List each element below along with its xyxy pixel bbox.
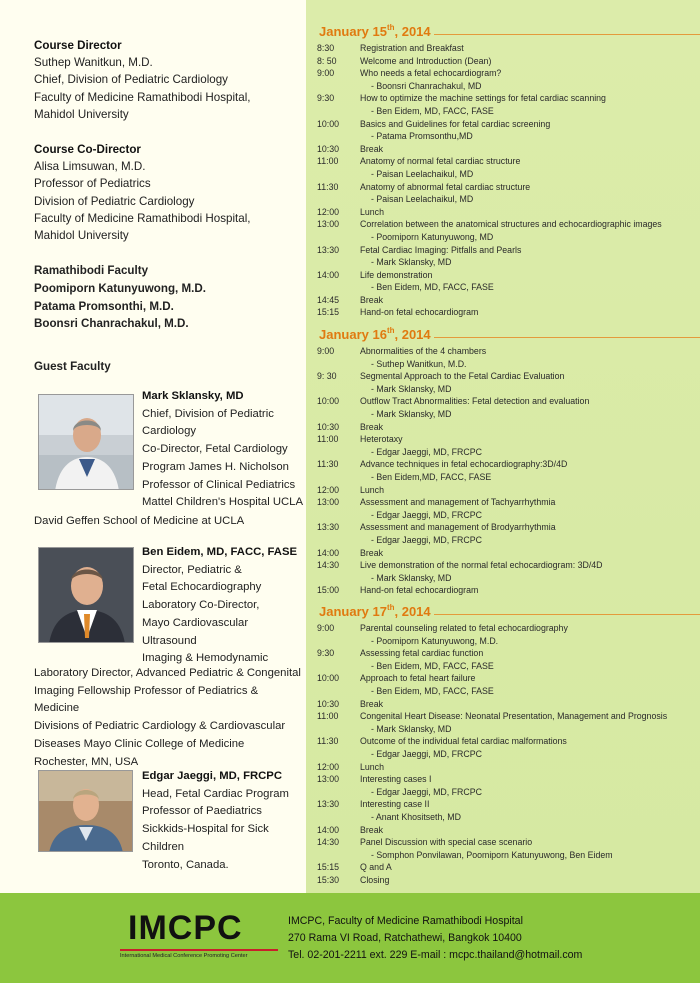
guest-bio-line: Mayo Cardiovascular (142, 616, 249, 629)
schedule-time (316, 446, 360, 459)
schedule-time: 15:00 (317, 585, 340, 596)
day-title (319, 23, 431, 39)
schedule-speaker: - Edgar Jaeggi, MD, FRCPC (371, 748, 482, 759)
day-date-suffix: th (386, 23, 395, 32)
schedule-time: 12:00 (317, 761, 340, 772)
schedule-speaker: - Mark Sklansky, MD (371, 723, 452, 734)
schedule-time: 14:00 (317, 824, 340, 835)
schedule-time: 13:30 (317, 244, 340, 255)
schedule-speaker: - Edgar Jaeggi, MD, FRCPC (371, 446, 482, 457)
schedule-activity: Anatomy of abnormal fetal cardiac structure (360, 181, 531, 192)
schedule-speaker-row (316, 685, 700, 698)
schedule-time (316, 685, 360, 698)
schedule-row (316, 206, 700, 219)
codirector-line: Faculty of Medicine Ramathibodi Hospital, (34, 211, 251, 225)
day-year: , 2014 (394, 327, 431, 342)
schedule-speaker: - Ben Eidem, MD, FACC, FASE (371, 685, 494, 696)
schedule-speaker-row (316, 786, 700, 799)
director-line: Mahidol University (34, 107, 129, 121)
day-date-suffix: th (386, 326, 395, 335)
schedule-row (316, 836, 700, 849)
schedule-time: 9:00 (317, 623, 335, 633)
schedule-speaker: - Suthep Wanitkun, M.D. (371, 358, 467, 369)
schedule-time: 12:00 (317, 206, 340, 217)
schedule-time: 14:00 (317, 269, 340, 280)
footer-bar (0, 893, 700, 983)
schedule-time: 15:15 (317, 862, 340, 873)
guest-name: Mark Sklansky, MD (142, 390, 244, 402)
schedule-time: 13:00 (317, 497, 340, 508)
schedule-row (316, 181, 700, 194)
schedule-time: 8: 50 (317, 55, 337, 66)
guest-bio-line: Laboratory Director, Advanced Pediatric & Congenital (34, 667, 301, 679)
day-date: January 15 (319, 24, 387, 39)
schedule-time: 10:00 (317, 396, 340, 407)
schedule-speaker-row (316, 130, 700, 143)
schedule-time: 9: 30 (317, 371, 337, 382)
day-divider (434, 34, 700, 35)
schedule-time (316, 471, 360, 484)
day-schedule (316, 22, 700, 319)
schedule-row (316, 521, 700, 534)
day-year: , 2014 (394, 24, 431, 39)
course-codirector-block (34, 141, 251, 244)
schedule-time (316, 358, 360, 371)
schedule-column (306, 0, 700, 893)
schedule-time: 8:30 (317, 43, 335, 53)
schedule-speaker-row (316, 168, 700, 181)
schedule-speaker: - Paisan Leelachaikul, MD (371, 194, 474, 205)
schedule-speaker-row (316, 80, 700, 93)
mark-sklansky-photo (38, 394, 134, 490)
schedule-activity: Interesting cases I (360, 774, 432, 785)
edgar-jaeggi-photo (38, 770, 133, 852)
schedule-speaker-row (316, 231, 700, 244)
schedule-time: 11:00 (317, 434, 339, 445)
schedule-time (316, 231, 360, 244)
schedule-row (316, 67, 700, 80)
schedule-time: 9:00 (317, 68, 335, 79)
schedule-row (316, 458, 700, 471)
schedule-activity: Who needs a fetal echocardiogram? (360, 68, 502, 79)
schedule-time: 13:00 (317, 219, 340, 230)
schedule-time (316, 193, 360, 206)
schedule-time: 10:30 (317, 698, 340, 709)
day-date: January 16 (319, 327, 387, 342)
schedule-time (316, 281, 360, 294)
schedule-speaker-row (316, 256, 700, 269)
guest-bio-line: Rochester, MN, USA (34, 755, 139, 768)
day-header (316, 22, 700, 42)
edgar-jaeggi-bio (142, 768, 306, 874)
schedule-speaker: - Paisan Leelachaikul, MD (371, 168, 474, 179)
schedule-speaker-row (316, 193, 700, 206)
schedule-time (316, 635, 360, 648)
director-line: Faculty of Medicine Ramathibodi Hospital, (34, 90, 251, 104)
guest-name: Ben Eidem, MD, FACC, FASE (142, 546, 298, 558)
schedule-row (316, 874, 700, 887)
day-date-suffix: th (386, 603, 395, 612)
schedule-activity: Segmental Approach to the Fetal Cardiac Evaluation (360, 371, 565, 382)
schedule-speaker-row (316, 660, 700, 673)
day-schedule (316, 602, 700, 886)
faculty-heading: Ramathibodi Faculty (34, 264, 149, 277)
guest-bio-line: Program James H. Nicholson (142, 460, 289, 473)
day-title (319, 326, 431, 342)
schedule-speaker-row (316, 748, 700, 761)
schedule-activity: Life demonstration (360, 269, 433, 280)
schedule-activity: Assessment and management of Tachyarrhythmia (360, 497, 556, 508)
guest-bio-line: Laboratory Co-Director, (142, 599, 260, 612)
contact-info (288, 913, 582, 964)
codirector-line: Alisa Limsuwan, M.D. (34, 160, 146, 174)
schedule-row (316, 118, 700, 131)
schedule-time: 15:30 (317, 874, 340, 885)
schedule-speaker: - Ben Eidem, MD, FACC, FASE (371, 105, 494, 116)
schedule-activity: Registration and Breakfast (360, 43, 464, 53)
mark-sklansky-bio (142, 388, 303, 512)
day-schedule (316, 325, 700, 597)
schedule-activity: Advance techniques in fetal echocardiography:3D/4D (360, 459, 568, 470)
schedule-time: 11:00 (317, 711, 339, 722)
schedule-activity: Break (360, 547, 383, 558)
schedule-row (316, 798, 700, 811)
schedule-activity: Live demonstration of the normal fetal echocardiogram: 3D/4D (360, 560, 603, 571)
schedule-time: 11:30 (317, 459, 339, 470)
schedule-row (316, 647, 700, 660)
schedule-activity: Assessment and management of Brodyarrhythmia (360, 522, 556, 533)
guest-faculty-heading: Guest Faculty (34, 360, 111, 373)
guest-bio-line: Co-Director, Fetal Cardiology (142, 443, 288, 456)
schedule-time: 11:00 (317, 156, 339, 167)
schedule-time: 14:30 (317, 837, 340, 848)
course-codirector-heading: Course Co-Director (34, 143, 141, 156)
imcpc-logo (120, 909, 280, 963)
schedule-activity: Break (360, 294, 383, 305)
codirector-line: Mahidol University (34, 229, 129, 243)
day-title (319, 603, 431, 619)
schedule-row (316, 421, 700, 434)
schedule-time (316, 130, 360, 143)
schedule-row (316, 269, 700, 282)
codirector-line: Professor of Pediatrics (34, 177, 151, 191)
schedule-row (316, 92, 700, 105)
schedule-time: 9:30 (317, 648, 335, 659)
schedule-activity: Outflow Tract Abnormalities: Fetal detection and evaluation (360, 396, 590, 407)
schedule-activity: Fetal Cardiac Imaging: Pitfalls and Pearls (360, 244, 522, 255)
schedule-activity: Panel Discussion with special case scenario (360, 837, 533, 848)
schedule-activity: Interesting case II (360, 799, 430, 810)
schedule-speaker-row (316, 446, 700, 459)
schedule-row (316, 672, 700, 685)
logo-wordmark: IMCPC (128, 909, 243, 947)
schedule-time (316, 849, 360, 862)
schedule-activity: Break (360, 698, 383, 709)
schedule-activity: How to optimize the machine settings for fetal cardiac scanning (360, 93, 606, 104)
day-year: , 2014 (394, 604, 431, 619)
guest-bio-line: Ultrasound (142, 634, 197, 647)
guest-bio-line: Toronto, Canada. (142, 858, 229, 871)
schedule-speaker: - Ben Eidem, MD, FACC, FASE (371, 660, 494, 671)
ramathibodi-faculty-block (34, 262, 206, 333)
schedule-activity: Closing (360, 874, 390, 885)
schedule-time (316, 256, 360, 269)
schedule-speaker: - Somphon Ponvilawan, Poomiporn Katunyuwong, Ben Eidem (371, 849, 613, 860)
schedule-activity: Correlation between the anatomical structures and echocardiographic images (360, 219, 662, 230)
logo-rule (120, 949, 278, 951)
contact-line: 270 Rama VI Road, Ratchathewi, Bangkok 10400 (288, 932, 522, 944)
schedule-time (316, 509, 360, 522)
guest-bio-line: Sickkids-Hospital for Sick Children (142, 823, 269, 853)
schedule-speaker: - Edgar Jaeggi, MD, FRCPC (371, 534, 482, 545)
schedule-time: 10:30 (317, 143, 340, 154)
schedule-speaker-row (316, 281, 700, 294)
codirector-line: Division of Pediatric Cardiology (34, 194, 195, 208)
schedule-activity: Congenital Heart Disease: Neonatal Presentation, Management and Prognosis (360, 711, 668, 722)
schedule-row (316, 496, 700, 509)
schedule-time: 13:30 (317, 522, 340, 533)
day-header (316, 325, 700, 345)
schedule-speaker: - Edgar Jaeggi, MD, FRCPC (371, 509, 482, 520)
schedule-time: 13:30 (317, 799, 340, 810)
schedule-row (316, 773, 700, 786)
schedule-speaker-row (316, 849, 700, 862)
ben-eidem-bio-continued (34, 665, 306, 771)
guest-bio-line: Fetal Echocardiography (142, 581, 262, 594)
schedule-time (316, 748, 360, 761)
schedule-time (316, 534, 360, 547)
schedule-time (316, 572, 360, 585)
day-date: January 17 (319, 604, 387, 619)
schedule-speaker: - Boonsri Chanrachakul, MD (371, 80, 482, 91)
contact-line: Tel. 02-201-2211 ext. 229 E-mail : mcpc.thailand@hotmail.com (288, 949, 583, 961)
faculty-member: Poomiporn Katunyuwong, M.D. (34, 281, 206, 295)
guest-bio-line: David Geffen School of Medicine at UCLA (34, 515, 245, 527)
logo-tagline: International Medical Conference Promoting Center (120, 953, 248, 959)
schedule-activity: Outcome of the individual fetal cardiac malformations (360, 736, 567, 747)
guest-bio-line: Chief, Division of Pediatric (142, 407, 274, 420)
schedule-speaker-row (316, 811, 700, 824)
schedule-activity: Hand-on fetal echocardiogram (360, 585, 479, 596)
schedule-row (316, 345, 700, 358)
schedule-row (316, 710, 700, 723)
schedule-time: 12:00 (317, 484, 340, 495)
schedule-activity: Assessing fetal cardiac function (360, 648, 484, 659)
day-divider (434, 614, 700, 615)
ben-eidem-bio (142, 544, 297, 668)
schedule-time (316, 80, 360, 93)
schedule-row (316, 155, 700, 168)
schedule-row (316, 584, 700, 597)
schedule-time: 11:30 (317, 181, 339, 192)
schedule-speaker-row (316, 723, 700, 736)
schedule-speaker-row (316, 358, 700, 371)
schedule-speaker: - Mark Sklansky, MD (371, 383, 452, 394)
schedule-speaker-row (316, 509, 700, 522)
schedule-time (316, 723, 360, 736)
schedule-activity: Break (360, 421, 383, 432)
schedule-time (316, 660, 360, 673)
schedule-time (316, 786, 360, 799)
schedule-activity: Lunch (360, 484, 384, 495)
ben-eidem-photo (38, 547, 134, 643)
guest-bio-line: Diseases Mayo Clinic College of Medicine (34, 737, 245, 750)
schedule-speaker: - Mark Sklansky, MD (371, 572, 452, 583)
guest-bio-line: Imaging & Hemodynamic (142, 652, 269, 665)
schedule-speaker: - Ben Eidem,MD, FACC, FASE (371, 471, 492, 482)
schedule-activity: Q and A (360, 862, 392, 873)
schedule-activity: Break (360, 143, 383, 154)
schedule-activity: Basics and Guidelines for fetal cardiac screening (360, 118, 551, 129)
schedule-speaker-row (316, 635, 700, 648)
schedule-time: 9:00 (317, 346, 335, 356)
schedule-row (316, 143, 700, 156)
schedule-activity: Lunch (360, 761, 384, 772)
schedule-row (316, 433, 700, 446)
schedule-time (316, 408, 360, 421)
schedule-speaker-row (316, 408, 700, 421)
schedule-row (316, 306, 700, 319)
schedule-speaker-row (316, 105, 700, 118)
schedule-activity: Heterotaxy (360, 434, 403, 445)
contact-line: IMCPC, Faculty of Medicine Ramathibodi Hospital (288, 915, 523, 927)
schedule-speaker: - Poomiporn Katunyuwong, M.D. (371, 635, 499, 646)
schedule-time (316, 105, 360, 118)
schedule-activity: Parental counseling related to fetal echocardiography (360, 623, 568, 633)
schedule-row (316, 559, 700, 572)
schedule-row (316, 42, 700, 55)
schedule-time: 15:15 (317, 307, 340, 318)
schedule-speaker: - Patama Promsonthu,MD (371, 131, 473, 142)
schedule-row (316, 622, 700, 635)
schedule-activity: Approach to fetal heart failure (360, 673, 476, 684)
course-director-heading: Course Director (34, 39, 122, 52)
schedule-row (316, 370, 700, 383)
schedule-row (316, 55, 700, 68)
guest-name: Edgar Jaeggi, MD, FRCPC (142, 770, 282, 782)
schedule-speaker: - Mark Sklansky, MD (371, 257, 452, 268)
faculty-column (0, 0, 306, 893)
schedule-row (316, 861, 700, 874)
schedule-time: 14:30 (317, 560, 340, 571)
schedule-speaker: - Anant Khositseth, MD (371, 811, 461, 822)
schedule-row (316, 395, 700, 408)
schedule-speaker-row (316, 383, 700, 396)
schedule-time: 14:00 (317, 547, 340, 558)
guest-bio-line: Professor of Paediatrics (142, 805, 262, 818)
schedule-time: 13:00 (317, 774, 340, 785)
schedule-row (316, 244, 700, 257)
guest-bio-line: Mattel Children's Hospital UCLA (142, 496, 304, 509)
schedule-row (316, 547, 700, 560)
schedule-row (316, 761, 700, 774)
director-line: Suthep Wanitkun, M.D. (34, 56, 153, 70)
schedule-time (316, 811, 360, 824)
schedule-time: 9:30 (317, 93, 335, 104)
schedule-speaker-row (316, 534, 700, 547)
schedule-activity: Break (360, 824, 383, 835)
schedule-activity: Hand-on fetal echocardiogram (360, 307, 479, 318)
guest-bio-line: Director, Pediatric & (142, 563, 242, 576)
schedule-row (316, 824, 700, 837)
schedule-time (316, 383, 360, 396)
schedule-time: 10:00 (317, 673, 340, 684)
schedule-activity: Lunch (360, 206, 384, 217)
guest-bio-line: Head, Fetal Cardiac Program (142, 787, 289, 800)
schedule-speaker-row (316, 471, 700, 484)
schedule-activity: Abnormalities of the 4 chambers (360, 346, 487, 356)
schedule-row (316, 735, 700, 748)
faculty-member: Patama Promsonthi, M.D. (34, 299, 174, 313)
course-director-block (34, 37, 251, 123)
schedule-time: 10:30 (317, 421, 340, 432)
schedule-time (316, 168, 360, 181)
schedule-speaker: - Edgar Jaeggi, MD, FRCPC (371, 786, 482, 797)
schedule-row (316, 484, 700, 497)
schedule-row (316, 698, 700, 711)
schedule-time: 10:00 (317, 118, 340, 129)
schedule-speaker: - Mark Sklansky, MD (371, 408, 452, 419)
schedule-activity: Welcome and Introduction (Dean) (360, 55, 492, 66)
schedule-speaker: - Poomiporn Katunyuwong, MD (371, 231, 494, 242)
day-header (316, 602, 700, 622)
guest-bio-line: Cardiology (142, 425, 197, 438)
schedule-time: 14:45 (317, 294, 340, 305)
faculty-member: Boonsri Chanrachakul, M.D. (34, 317, 189, 331)
guest-bio-line: Professor of Clinical Pediatrics (142, 478, 296, 491)
schedule-time: 11:30 (317, 736, 339, 747)
schedule-speaker: - Ben Eidem, MD, FACC, FASE (371, 282, 494, 293)
schedule-activity: Anatomy of normal fetal cardiac structure (360, 156, 521, 167)
schedule-speaker-row (316, 572, 700, 585)
guest-bio-line: Imaging Fellowship Professor of Pediatrics & Medicine (34, 684, 259, 715)
schedule-row (316, 294, 700, 307)
schedule-row (316, 218, 700, 231)
day-divider (434, 337, 700, 338)
director-line: Chief, Division of Pediatric Cardiology (34, 73, 228, 87)
guest-bio-line: Divisions of Pediatric Cardiology & Cardiovascular (34, 720, 286, 733)
mark-sklansky-bio-continued (34, 513, 244, 531)
